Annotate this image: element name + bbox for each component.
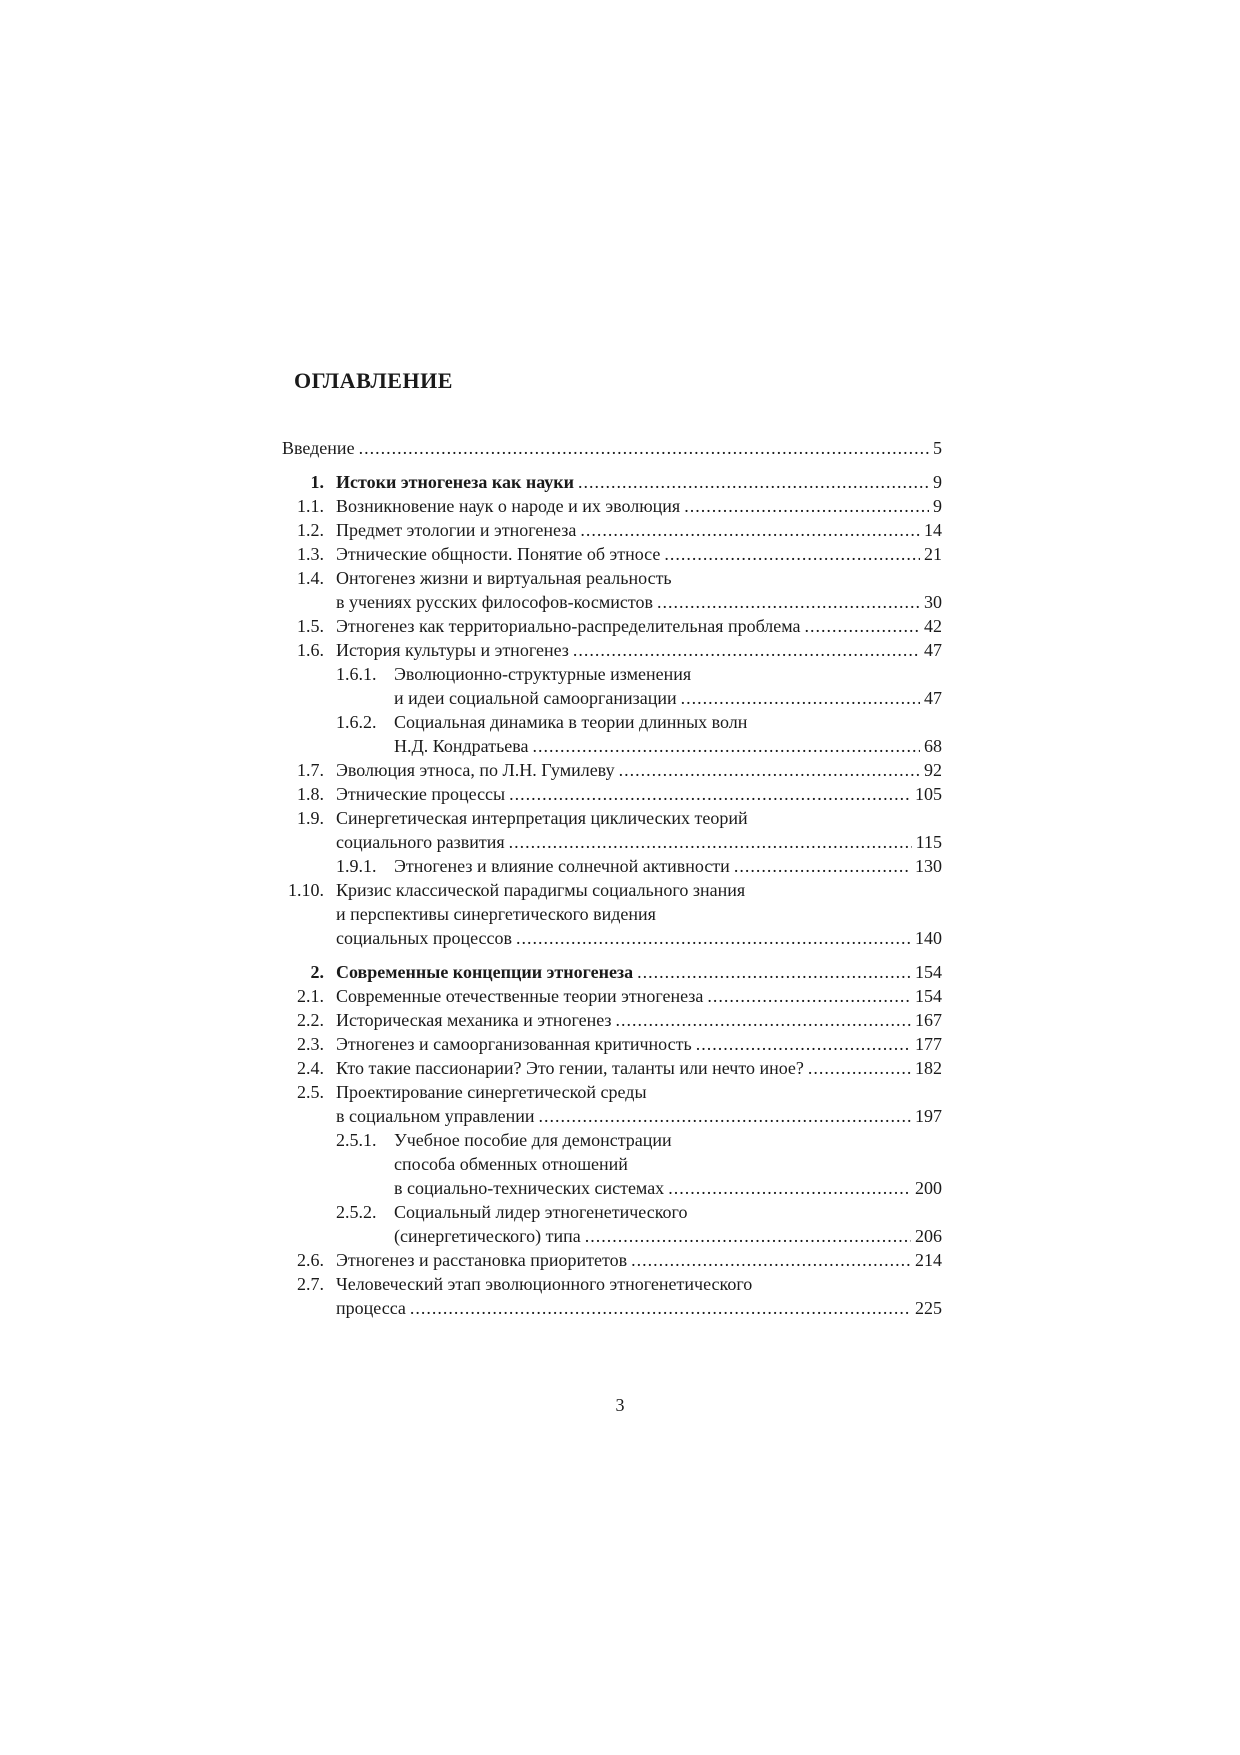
toc-entry-number: 1.2. xyxy=(297,520,324,540)
toc-entry xyxy=(282,436,942,460)
toc-entry-title-line: Истоки этногенеза как науки xyxy=(336,472,575,492)
toc-entry-title-line: Этногенез и расстановка приоритетов xyxy=(336,1250,628,1270)
toc-entry-number: 1.6. xyxy=(297,640,324,660)
toc-entry-title-line: Этнические процессы xyxy=(336,784,506,804)
toc-entry-title-line: и идеи социальной самоорганизации xyxy=(394,688,677,708)
toc-entry-title-line: в социальном управлении xyxy=(336,1106,535,1126)
dot-leader xyxy=(681,686,920,710)
dot-leader xyxy=(734,854,911,878)
toc-entry xyxy=(282,662,942,710)
toc-entry-page: 14 xyxy=(924,520,942,540)
toc-entry-page: 68 xyxy=(924,736,942,756)
dot-leader xyxy=(805,614,920,638)
toc-entry-number: 2.6. xyxy=(297,1250,324,1270)
toc-entry xyxy=(282,960,942,984)
toc-entry xyxy=(282,1008,942,1032)
toc-entry-number: 2.4. xyxy=(297,1058,324,1078)
toc-entry-title-line: Современные концепции этногенеза xyxy=(336,962,634,982)
toc-entry xyxy=(282,614,942,638)
toc-entry-number: 2.2. xyxy=(297,1010,324,1030)
toc-entry-page: 9 xyxy=(933,472,942,492)
toc-entry-title-line: в социально-технических системах xyxy=(394,1178,665,1198)
dot-leader xyxy=(509,782,911,806)
toc-entry xyxy=(282,1200,942,1248)
toc-entry-title-line: Этногенез и самоорганизованная критичность xyxy=(336,1034,692,1054)
toc-entry xyxy=(282,1272,942,1320)
toc-entry-number: 2.5. xyxy=(297,1082,324,1102)
toc-entry-page: 140 xyxy=(915,928,942,948)
toc-entry-title-line: Синергетическая интерпретация циклических теорий xyxy=(336,808,748,828)
toc-entry-number: 1.9. xyxy=(297,808,324,828)
toc-entry-title-line: Этногенез и влияние солнечной активности xyxy=(394,856,730,876)
toc-entry-page: 42 xyxy=(924,616,942,636)
dot-leader xyxy=(631,1248,911,1272)
page-title: ОГЛАВЛЕНИЕ xyxy=(294,368,453,393)
toc-entry-page: 197 xyxy=(915,1106,942,1126)
toc-entry-title-line: Социальная динамика в теории длинных волн xyxy=(394,712,748,732)
toc-entry-title-line: социального развития xyxy=(336,832,505,852)
dot-leader xyxy=(684,494,929,518)
dot-leader xyxy=(619,758,920,782)
toc-entry-number: 1.4. xyxy=(297,568,324,588)
toc-entry-number: 1.6.1. xyxy=(336,664,377,684)
dot-leader xyxy=(516,926,911,950)
toc-entry-title-line: и перспективы синергетического видения xyxy=(336,904,656,924)
toc-entry xyxy=(282,1248,942,1272)
toc-entry-title-line: Кризис классической парадигмы социального знания xyxy=(336,880,746,900)
toc-entry xyxy=(282,542,942,566)
dot-leader xyxy=(585,1224,911,1248)
toc-entry-title-line: Онтогенез жизни и виртуальная реальность xyxy=(336,568,672,588)
toc-entry-title-line: Кто такие пассионарии? Это гении, таланты или нечто иное? xyxy=(336,1058,804,1078)
toc-entry-title-line: Возникновение наук о народе и их эволюция xyxy=(336,496,681,516)
toc-entry-page: 206 xyxy=(915,1226,942,1246)
toc-entry-title-line: История культуры и этногенез xyxy=(336,640,569,660)
toc-entry-number: 2.7. xyxy=(297,1274,324,1294)
toc-entry xyxy=(282,1032,942,1056)
toc-entry-title-line: Проектирование синергетической среды xyxy=(336,1082,647,1102)
toc-entry xyxy=(282,1128,942,1200)
toc-entry-number: 2. xyxy=(310,962,324,982)
toc-entry-page: 200 xyxy=(915,1178,942,1198)
toc-entry-number: 1.1. xyxy=(297,496,324,516)
table-of-contents xyxy=(282,436,942,1320)
toc-entry-title-line: Эволюционно-структурные изменения xyxy=(394,664,692,684)
toc-entry xyxy=(282,518,942,542)
toc-entry xyxy=(282,638,942,662)
toc-entry-title-line: в учениях русских философов-космистов xyxy=(336,592,653,612)
toc-entry-page: 5 xyxy=(933,438,942,458)
toc-entry-page: 105 xyxy=(915,784,942,804)
dot-leader xyxy=(578,470,929,494)
toc-entry-number: 2.3. xyxy=(297,1034,324,1054)
toc-entry-title-line: Человеческий этап эволюционного этногенетического xyxy=(336,1274,753,1294)
toc-entry-number: 2.1. xyxy=(297,986,324,1006)
toc-entry-title-line: Н.Д. Кондратьева xyxy=(394,736,529,756)
toc-entry-page: 30 xyxy=(924,592,942,612)
toc-entry-title-line: Социальный лидер этногенетического xyxy=(394,1202,688,1222)
toc-entry-page: 92 xyxy=(924,760,942,780)
toc-entry xyxy=(282,758,942,782)
toc-entry xyxy=(282,470,942,494)
dot-leader xyxy=(359,436,929,460)
toc-entry-number: 1.10. xyxy=(288,880,324,900)
toc-entry xyxy=(282,854,942,878)
toc-entry xyxy=(282,984,942,1008)
dot-leader xyxy=(707,984,911,1008)
dot-leader xyxy=(637,960,911,984)
dot-leader xyxy=(808,1056,911,1080)
toc-entry-page: 182 xyxy=(915,1058,942,1078)
dot-leader xyxy=(580,518,920,542)
toc-entry xyxy=(282,710,942,758)
toc-entry-page: 167 xyxy=(915,1010,942,1030)
toc-entry-title-line: процесса xyxy=(336,1298,406,1318)
toc-entry-page: 214 xyxy=(915,1250,942,1270)
toc-entry-title-line: Предмет этологии и этногенеза xyxy=(336,520,577,540)
toc-entry xyxy=(282,566,942,614)
toc-entry-page: 130 xyxy=(915,856,942,876)
toc-entry-number: 1.3. xyxy=(297,544,324,564)
toc-entry-number: 1.8. xyxy=(297,784,324,804)
toc-entry-title-line: Современные отечественные теории этногенеза xyxy=(336,986,704,1006)
dot-leader xyxy=(696,1032,911,1056)
dot-leader xyxy=(509,830,912,854)
toc-entry-number: 1.7. xyxy=(297,760,324,780)
toc-entry xyxy=(282,1056,942,1080)
toc-entry-title-line: Введение xyxy=(282,438,355,458)
dot-leader xyxy=(410,1296,911,1320)
toc-entry-number: 1. xyxy=(310,472,324,492)
page-number: 3 xyxy=(615,1395,625,1415)
toc-entry-title-line: Учебное пособие для демонстрации xyxy=(394,1130,672,1150)
toc-entry-page: 225 xyxy=(915,1298,942,1318)
toc-entry-title-line: Этногенез как территориально-распределительная проблема xyxy=(336,616,801,636)
toc-entry-page: 47 xyxy=(924,640,942,660)
toc-entry-title-line: социальных процессов xyxy=(336,928,513,948)
dot-leader xyxy=(616,1008,911,1032)
dot-leader xyxy=(668,1176,911,1200)
toc-entry-title-line: способа обменных отношений xyxy=(394,1154,628,1174)
toc-entry-number: 2.5.2. xyxy=(336,1202,377,1222)
toc-entry-page: 115 xyxy=(915,832,942,852)
dot-leader xyxy=(539,1104,911,1128)
toc-entry-page: 177 xyxy=(915,1034,942,1054)
toc-entry-page: 154 xyxy=(915,962,942,982)
toc-entry-page: 154 xyxy=(915,986,942,1006)
toc-entry-page: 9 xyxy=(933,496,942,516)
toc-entry-title-line: Эволюция этноса, по Л.Н. Гумилеву xyxy=(336,760,615,780)
toc-entry-page: 47 xyxy=(924,688,942,708)
toc-entry xyxy=(282,782,942,806)
toc-entry-title-line: Историческая механика и этногенез xyxy=(336,1010,612,1030)
toc-entry-page: 21 xyxy=(924,544,942,564)
toc-entry-title-line: Этнические общности. Понятие об этносе xyxy=(336,544,661,564)
dot-leader xyxy=(573,638,920,662)
toc-entry-number: 1.5. xyxy=(297,616,324,636)
toc-entry-number: 1.9.1. xyxy=(336,856,377,876)
toc-entry xyxy=(282,806,942,854)
toc-entry xyxy=(282,878,942,950)
toc-entry-title-line: (синергетического) типа xyxy=(394,1226,581,1246)
dot-leader xyxy=(664,542,920,566)
dot-leader xyxy=(657,590,920,614)
toc-entry-number: 2.5.1. xyxy=(336,1130,377,1150)
dot-leader xyxy=(533,734,920,758)
toc-entry xyxy=(282,494,942,518)
toc-entry xyxy=(282,1080,942,1128)
toc-entry-number: 1.6.2. xyxy=(336,712,377,732)
